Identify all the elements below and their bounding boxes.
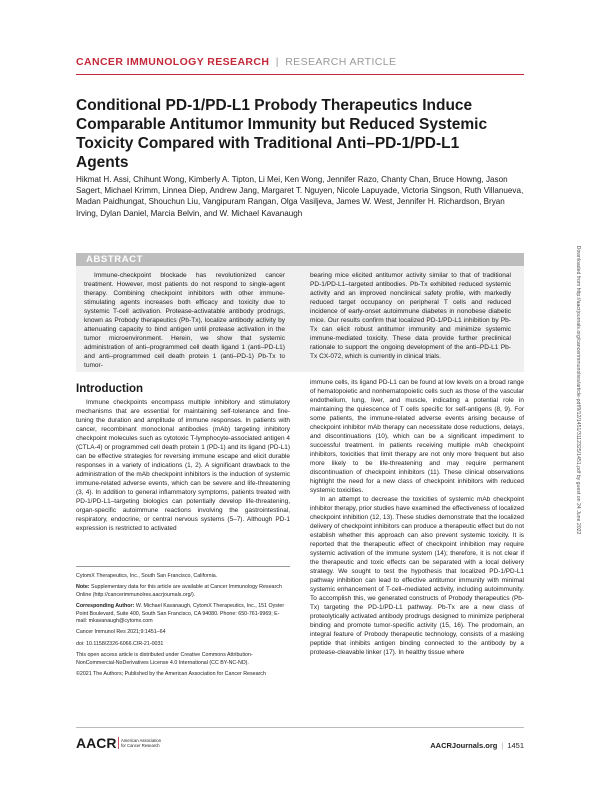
- note-label: Note:: [76, 584, 90, 591]
- footer-info: [380, 741, 524, 750]
- abstract-left-column: Immune-checkpoint blockade has revolutionized cancer treatment. However, most patients do not respond to single-agent therapy. Combining checkpoint inhibitors with other immune-stimulating agents increases both efficacy and toxicity due to systemic T-cell activation. Protease-activatable antibody prodrugs, known as Probody therapeutics (Pb-Tx), localize antibody activity by attenuating capacity to bind antigen until protease activation in the tumor microenvironment. Herein, we show that systemic administration of anti–programmed cell death ligand 1 (anti–PD-L1) and anti–programmed cell death protein 1 (anti–PD-1) Pb-Tx to tumor-: [84, 272, 285, 370]
- body-column-left: [76, 398, 290, 533]
- page-number: 1451: [507, 741, 524, 750]
- doi: doi: 10.1158/2326-6066.CIR-21-0031: [76, 640, 164, 647]
- corresponding-text: W. Michael Kavanaugh, CytomX Therapeutics, Inc., 151 Oyster Point Boulevard, Suite 400, South San Francisco, CA 94080. Phone: 650-761-9969; E-mail: mkavanaugh@cytomx.com: [76, 603, 285, 625]
- article-type: RESEARCH ARTICLE: [285, 56, 397, 68]
- footnotes: [76, 573, 290, 682]
- intro-paragraph: immune cells, its ligand PD-L1 can be found at low levels on a broad range of hematopoietic and nonhematopoietic cells such as those of the vascular endothelium, lung, liver, and muscle, indicating a potential role in maintaining the quiescence of T cells specific for self-antigens (8, 9). For some patients, the immune-related adverse events arising because of checkpoint inhibitor mAb therapy can necessitate dose reductions, delays, and discontinuations (10), which can be a significant impediment to successful treatment. In patients receiving multiple mAb checkpoint inhibitors, toxicities that limit therapy are not only more frequent but also more likely to be life-threatening and may require permanent discontinuation of checkpoint inhibitors (11). These clinical observations highlight the need for a new class of checkpoint inhibitors with reduced systemic toxicities.: [310, 379, 524, 495]
- author-list: Hikmat H. Assi, Chihunt Wong, Kimberly A. Tipton, Li Mei, Ken Wong, Jennifer Razo, Chanty Chan, Bruce Howng, Jason Sagert, Michael Krimm, Linnea Diep, Andrew Jang, Margaret T. Nguyen, Nicole Lapuyade, Victoria Singson, Ruth Villanueva, Madan Paidhungat, Shouchun Liu, Vangipuram Rangan, Olga Vasiljeva, James W. West, Jennifer H. Richardson, Bryan Irving, Dylan Daniel, Marcia Belvin, and W. Michael Kavanaugh: [76, 175, 524, 218]
- abstract-right-column: bearing mice elicited antitumor activity similar to that of traditional PD-1/PD-L1–targeted antibodies. Pb-Tx exhibited reduced systemic activity and an improved nonclinical safety profile, with markedly reduced target occupancy on peripheral T cells and reduced incidence of early-onset autoimmune diabetes in nonobese diabetic mice. Our results confirm that localized PD-1/PD-L1 inhibition by Pb-Tx can elicit robust antitumor immunity and minimize systemic immune-mediated toxicity. These data provide further preclinical rationale to support the ongoing development of the anti–PD-L1 Pb-Tx CX-072, which is currently in clinical trials.: [310, 272, 511, 361]
- journal-name: CANCER IMMUNOLOGY RESEARCH: [76, 56, 270, 68]
- license: This open access article is distributed under Creative Commons Attribution-NonCommercial-NoDerivatives License 4.0 International (CC BY-NC-ND).: [76, 652, 253, 666]
- abstract-heading-bar: [76, 253, 524, 266]
- aacr-logo: [76, 735, 162, 751]
- header-separator: |: [275, 56, 279, 68]
- intro-paragraph: In an attempt to decrease the toxicities of systemic mAb checkpoint inhibitor therapy, prior studies have examined the effectiveness of localized checkpoint inhibition (12, 13). These studies demonstrate that the localized delivery of checkpoint inhibitors can produce a therapeutic effect but do not establish whether this approach can also prevent systemic toxicity. It is reported that the therapeutic effect of checkpoint inhibition may require systemic activation of the immune system (14); therefore, it is not clear if the therapeutic and toxic effects can be separated with a local delivery strategy. We sought to test the hypothesis that localized PD-1/PD-L1 pathway inhibition can lead to effective antitumor immunity with minimal systemic enhancement of T-cell–mediated activity, including autoimmunity. To accomplish this, we generated constructs of Probody therapeutics (Pb-Tx) targeting the PD-1/PD-L1 pathway. Pb-Tx are a new class of proteolytically activated antibody prodrugs designed to minimize peripheral binding and promote tumor-specific activity (15, 16). The prodomain, an integral feature of Probody therapeutic technology, consists of a masking peptide that inhibits antigen binding connected to the antibody by a protease-cleavable linker (17). In healthy tissue where: [310, 496, 524, 657]
- logo-sub-1: American Association: [121, 738, 162, 743]
- journal-header: [76, 56, 396, 68]
- journal-url[interactable]: AACRJournals.org: [430, 741, 498, 750]
- corresponding-label: Corresponding Author:: [76, 603, 135, 610]
- footnote-divider: [76, 566, 290, 567]
- copyright: ©2021 The Authors; Published by the American Association for Cancer Research: [76, 671, 266, 678]
- footer-pipe: |: [501, 741, 504, 750]
- supplementary-note: [76, 584, 290, 599]
- footer-divider: [76, 727, 524, 728]
- intro-paragraph: Immune checkpoints encompass multiple inhibitory and stimulatory mechanisms that are essential for maintaining self-tolerance and fine-tuning the duration and amplitude of immune responses. In patients with cancer, recombinant monoclonal antibodies (mAb) targeting inhibitory checkpoint molecules such as cytotoxic T-lymphocyte-associated antigen 4 (CTLA-4) or programmed cell death protein 1 (PD-1) and its ligand (PD-L1) can be effective strategies for reversing immune escape and elicit durable responses in a variety of indications (1, 2). A significant drawback to the administration of the mAb checkpoint inhibitors is the induction of systemic immune-related adverse events, which can be severe and life-threatening (3, 4). In addition to general inflammatory symptoms, patients treated with PD-1/PD-L1–targeting biologics can potentially develop life-threatening, organ-specific autoimmune reactions involving the gastrointestinal, respiratory, endocrine, or central nervous systems (5–7). Although PD-1 expression is restricted to activated: [76, 399, 290, 533]
- note-text: Supplementary data for this article are available at Cancer Immunology Research Online (http://cancerimmunolres.aacrjournals.org/).: [76, 584, 282, 598]
- affiliation: CytomX Therapeutics, Inc., South San Francisco, California.: [76, 573, 218, 579]
- introduction-heading: Introduction: [76, 383, 144, 395]
- logo-word: AACR: [76, 735, 117, 751]
- corresponding-author: [76, 603, 290, 625]
- download-side-note: Downloaded from http://aacrjournals.org/cancerimmunolres/article-pdf/9/12/1451/3112325/1451.pdf by guest on 24 June 2022: [575, 245, 581, 535]
- abstract-heading: ABSTRACT: [86, 254, 144, 265]
- header-divider: [76, 74, 524, 75]
- citation: Cancer Immunol Res 2021;9:1451–64: [76, 629, 166, 636]
- article-title: Conditional PD-1/PD-L1 Probody Therapeutics Induce Comparable Antitumor Immunity but Reduced Systemic Toxicity Compared with Traditional Anti–PD-1/PD-L1 Agents: [76, 97, 488, 171]
- body-column-right: [310, 378, 524, 657]
- logo-sub-2: for Cancer Research: [121, 743, 160, 748]
